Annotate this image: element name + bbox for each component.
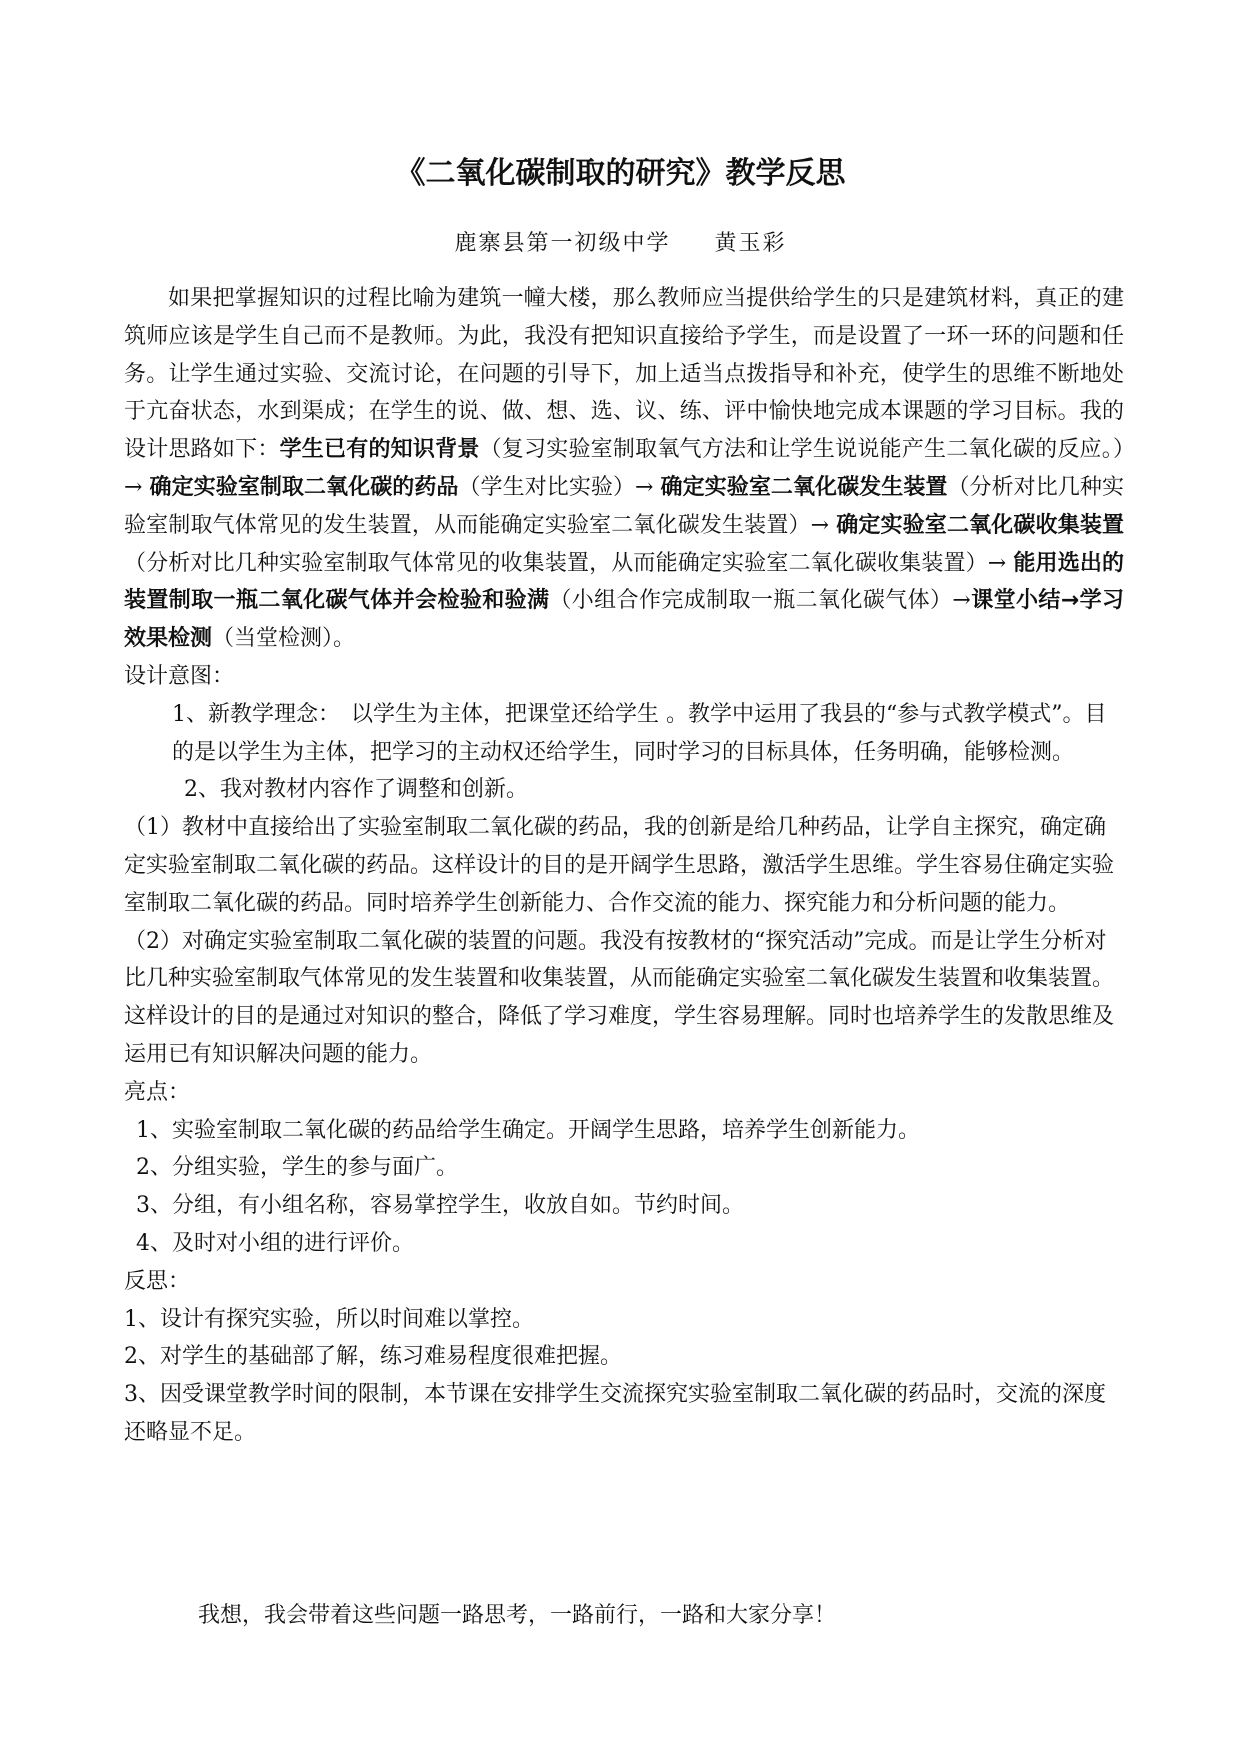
intro-text: （学生对比实验）→ <box>458 474 661 500</box>
intro-text: （分析对比几种实验室制取气体常见的发生装置，从而能确定实验室二氧化碳发生装置）→ <box>124 474 1124 538</box>
intro-bold-term: 课堂小结→学习效果检测 <box>124 588 1124 652</box>
closing-line: 我想，我会带着这些问题一路思考，一路前行，一路和大家分享！ <box>198 1603 837 1628</box>
intro-text: （当堂检测）。 <box>212 626 356 652</box>
intro-paragraph <box>124 280 1124 658</box>
design-point-2-1: （1）教材中直接给出了实验室制取二氧化碳的药品，我的创新是给几种药品，让学自主探究，确定确定实验室制取二氧化碳的药品。这样设计的目的是开阔学生思路，激活学生思维。学生容易住确定实验室制取二氧化碳的药品。同时培养学生创新能力、合作交流的能力、探究能力和分析问题的能力。 <box>124 815 1115 916</box>
document-body <box>124 280 1124 1452</box>
author-line <box>0 228 1241 260</box>
design-point-1: 1、新教学理念： 以学生为主体，把课堂还给学生 。教学中运用了我县的“参与式教学模式”。目的是以学生为主体，把学习的主动权还给学生，同时学习的目标具体，任务明确，能够检测。 <box>172 701 1107 765</box>
intro-bold-term: 确定实验室制取二氧化碳的药品 <box>149 474 459 500</box>
design-point-2-2: （2）对确定实验室制取二氧化碳的装置的问题。我没有按教材的“探究活动”完成。而是让学生分析对比几种实验室制取气体常见的发生装置和收集装置，从而能确定实验室二氧化碳发生装置和收集装置。这样设计的目的是通过对知识的整合，降低了学习难度，学生容易理解。同时也培养学生的发散思维及运用已有知识解决问题的能力。 <box>124 928 1115 1067</box>
reflection-heading: 反思： <box>124 1268 191 1294</box>
school-name: 鹿寨县第一初级中学 <box>454 231 671 256</box>
intro-text: （复习实验室制取氧气方法和让学生说说能产生二氧化碳的反应。）→ <box>124 437 1124 500</box>
intro-bold-term: 确定实验室二氧化碳收集装置 <box>836 512 1124 538</box>
highlight-item: 3、分组，有小组名称，容易掌控学生，收放自如。节约时间。 <box>136 1193 744 1219</box>
reflection-item: 1、设计有探究实验，所以时间难以掌控。 <box>124 1306 534 1332</box>
reflection-item: 2、对学生的基础部了解，练习难易程度很难把握。 <box>124 1344 622 1370</box>
highlight-item: 1、实验室制取二氧化碳的药品给学生确定。开阔学生思路，培养学生创新能力。 <box>136 1117 920 1143</box>
intro-bold-term: 能用选出的装置制取一瓶二氧化碳气体并会检验和验满 <box>124 550 1124 614</box>
intro-text: 如果把掌握知识的过程比喻为建筑一幢大楼，那么教师应当提供给学生的只是建筑材料，真正的建筑师应该是学生自己而不是教师。为此，我没有把知识直接给予学生，而是设置了一环一环的问题和任务。让学生通过实验、交流讨论，在问题的引导下，加上适当点拨指导和补充，使学生的思维不断地处于亢奋状态，水到渠成；在学生的说、做、想、选、议、练、评中愉快地完成本课题的学习目标。我的设计思路如下： <box>124 286 1124 463</box>
author-name: 黄玉彩 <box>714 231 787 256</box>
highlight-item: 4、及时对小组的进行评价。 <box>136 1230 414 1256</box>
intro-text: （小组合作完成制取一瓶二氧化碳气体）→ <box>549 588 971 614</box>
document-title: 《二氧化碳制取的研究》教学反思 <box>395 156 846 191</box>
design-heading: 设计意图： <box>124 663 235 689</box>
intro-bold-term: 确定实验室二氧化碳发生装置 <box>660 474 948 500</box>
highlights-heading: 亮点： <box>124 1079 191 1105</box>
design-point-2: 2、我对教材内容作了调整和创新。 <box>184 777 528 803</box>
highlight-item: 2、分组实验，学生的参与面广。 <box>136 1155 458 1181</box>
intro-bold-term: 学生已有的知识背景 <box>279 437 480 463</box>
reflection-item: 3、因受课堂教学时间的限制，本节课在安排学生交流探究实验室制取二氧化碳的药品时，交流的深度还略显不足。 <box>124 1382 1107 1445</box>
intro-text: （分析对比几种实验室制取气体常见的收集装置，从而能确定实验室二氧化碳收集装置）→ <box>124 550 1014 576</box>
